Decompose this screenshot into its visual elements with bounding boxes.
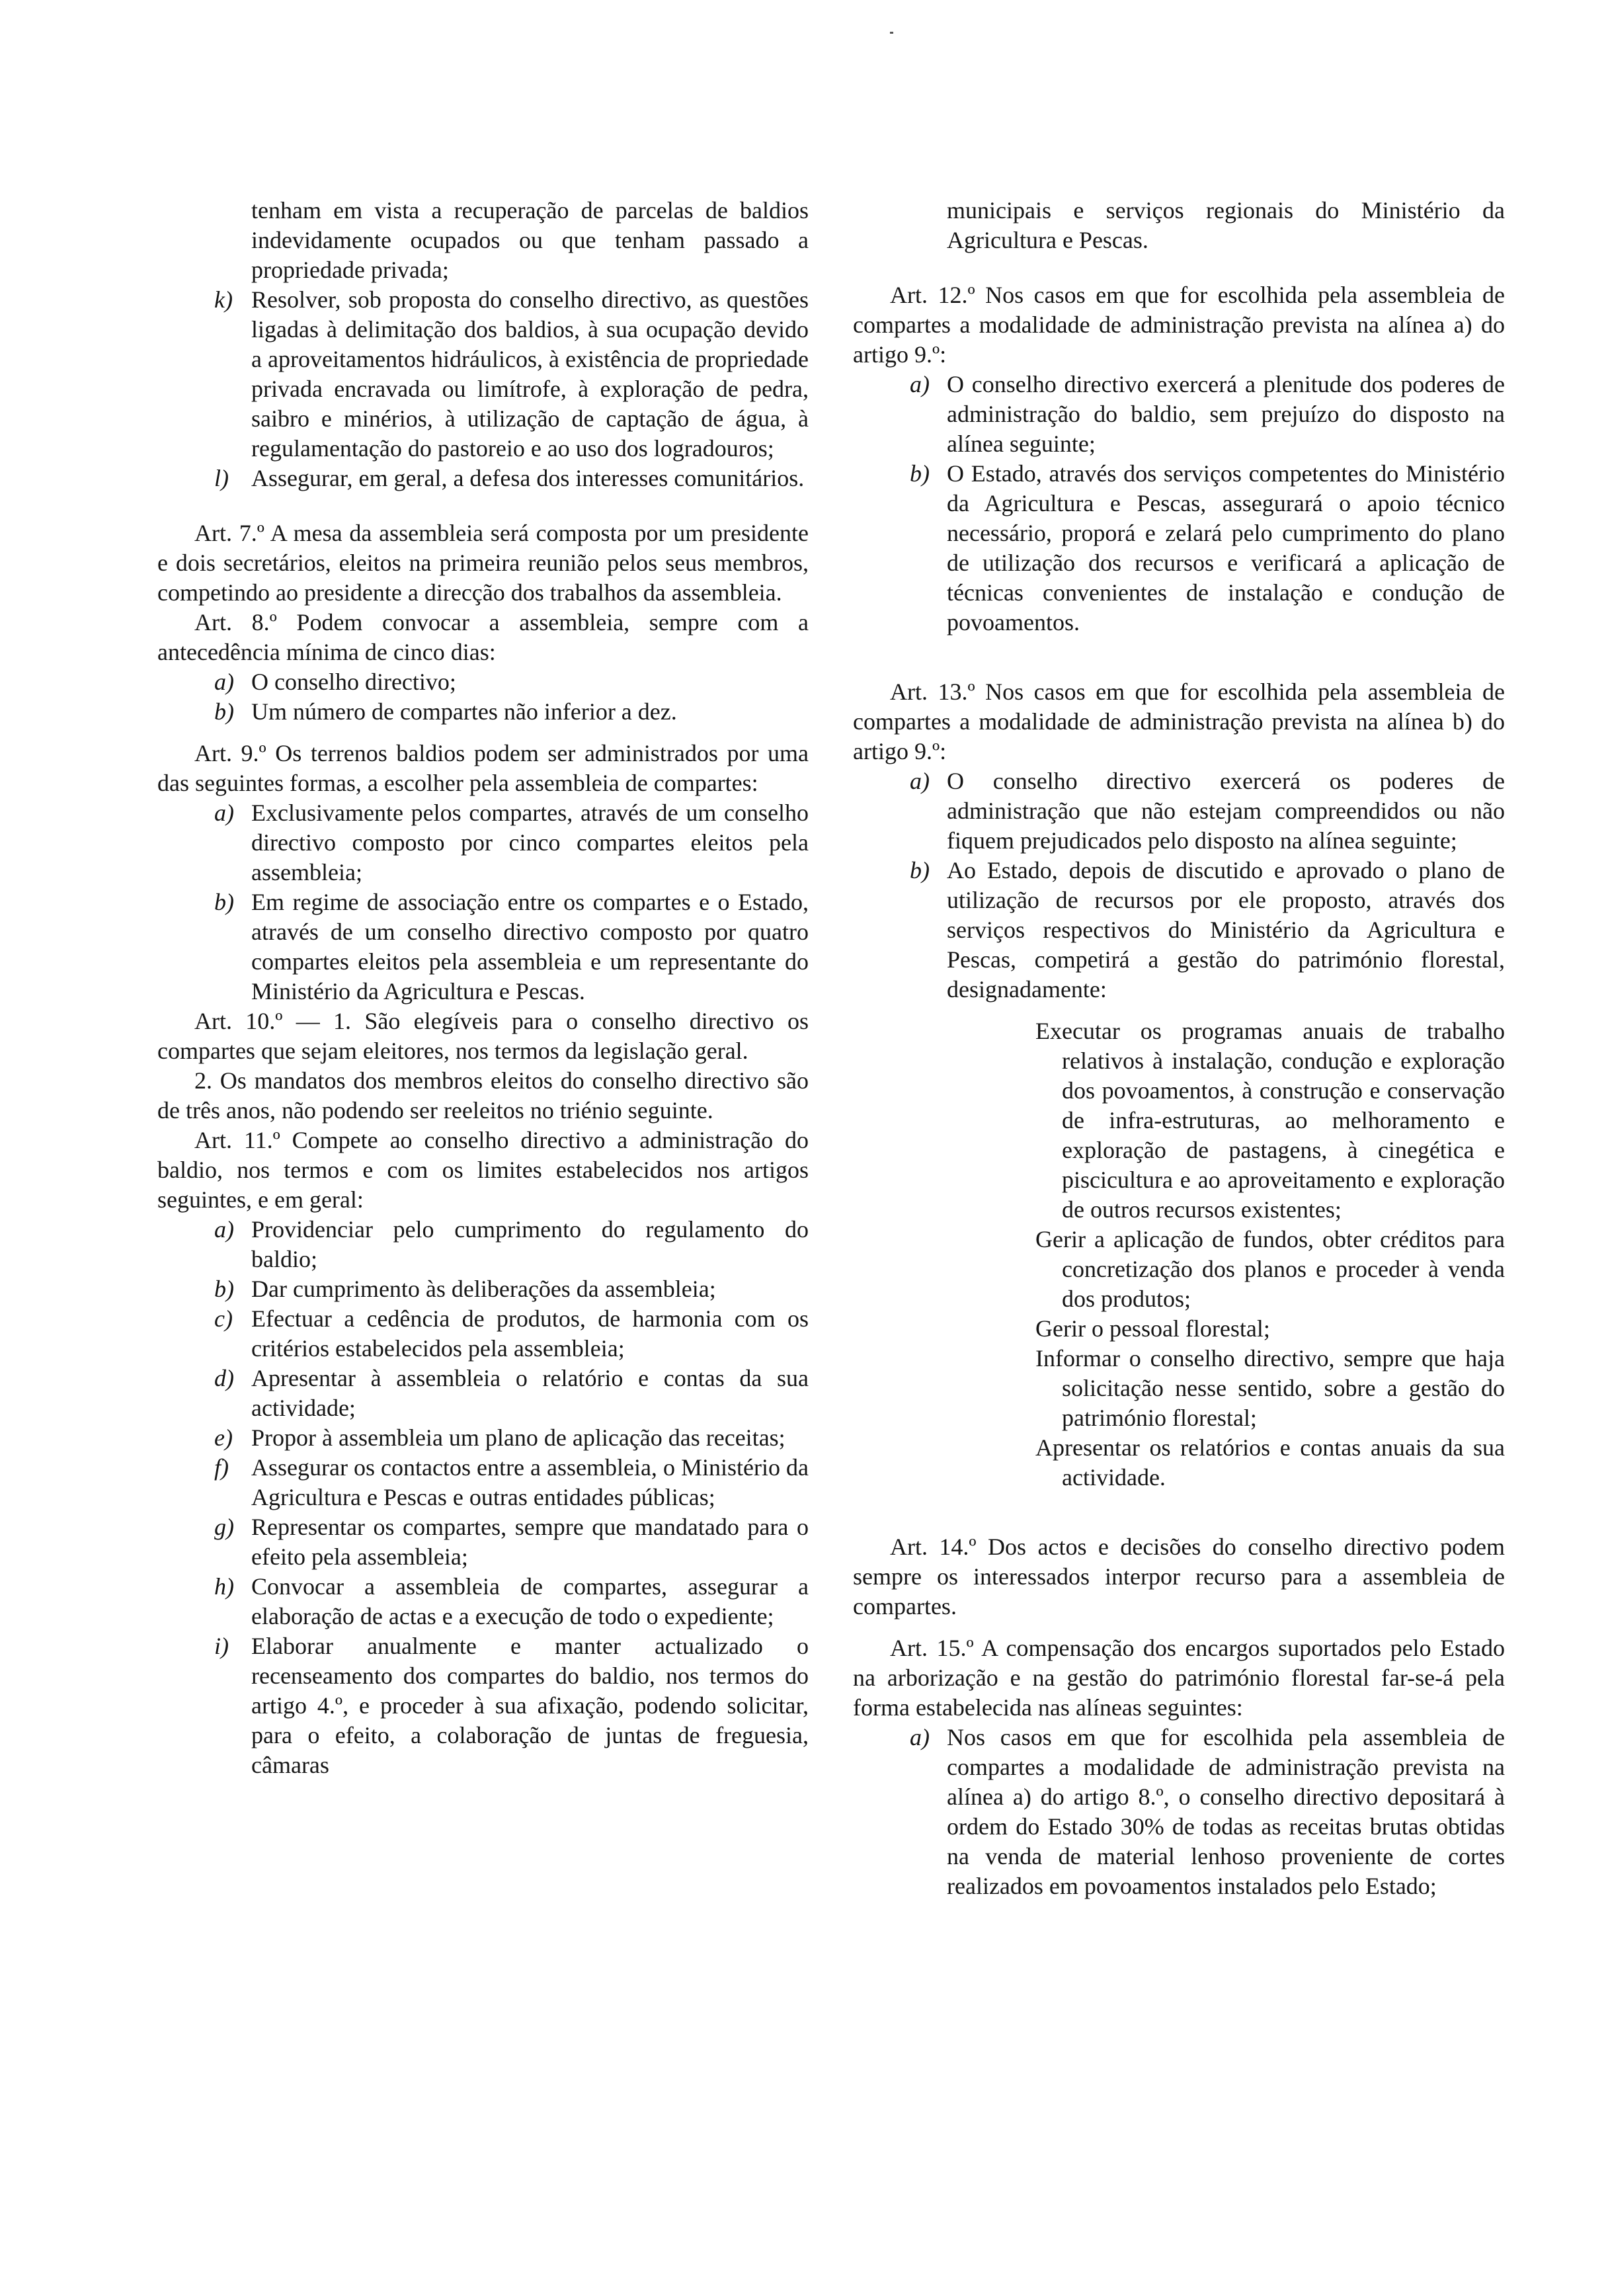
article-10-paragraph-2: 2. Os mandatos dos membros eleitos do conselho directivo são de três anos, não podendo ser reeleitos no triénio seguinte.	[157, 1067, 809, 1124]
list-item	[157, 285, 809, 464]
article-9: Art. 9.º Os terrenos baldios podem ser administrados por uma das seguintes formas, a escolher pela assembleia de compartes:	[157, 740, 809, 796]
item-text: O Estado, através dos serviços competentes do Ministério da Agricultura e Pescas, assegurará o apoio técnico necessário, proporá e zelará pelo cumprimento do plano de utilização dos recursos e verificará a aplicação de técnicas convenientes de instalação e condução de povoamentos.	[947, 460, 1505, 636]
item-text: O conselho directivo exercerá a plenitude dos poderes de administração do baldio, sem prejuízo do disposto na alínea seguinte;	[947, 371, 1505, 457]
item-marker: i)	[214, 1633, 229, 1659]
article-14: Art. 14.º Dos actos e decisões do conselho directivo podem sempre os interessados interpor recurso para a assembleia de compartes.	[853, 1534, 1505, 1620]
list-item	[853, 370, 1505, 459]
list-item	[157, 667, 809, 697]
item-marker: a)	[910, 371, 930, 397]
item-text: Nos casos em que for escolhida pela assembleia de compartes a modalidade de administração prevista na alínea a) do artigo 8.º, o conselho directivo depositará à ordem do Estado 30% de todas as receitas brutas obtidas na venda de material lenhoso proveniente de cortes realizados em povoamentos instalados pelo Estado;	[947, 1724, 1505, 1899]
item-text: Convocar a assembleia de compartes, assegurar a elaboração de actas e a execução de todo o expediente;	[251, 1573, 809, 1629]
article-13: Art. 13.º Nos casos em que for escolhida pela assembleia de compartes a modalidade de administração prevista na alínea b) do artigo 9.º:	[853, 678, 1505, 764]
item-text: Representar os compartes, sempre que mandatado para o efeito pela assembleia;	[251, 1514, 809, 1570]
item-text: Ao Estado, depois de discutido e aprovado o plano de utilização de recursos por ele proposto, através dos serviços respectivos do Ministério da Agricultura e Pescas, competirá a gestão do património florestal, designadamente:	[947, 857, 1505, 1003]
item-text: O conselho directivo exercerá os poderes de administração que não estejam compreendidos ou não fiquem prejudicados pelo disposto na alínea seguinte;	[947, 768, 1505, 854]
item-marker: b)	[214, 889, 234, 915]
item-marker: g)	[214, 1514, 234, 1540]
item-marker: b)	[214, 1276, 234, 1302]
article-10-paragraph-1: Art. 10.º — 1. São elegíveis para o conselho directivo os compartes que sejam eleitores, nos termos da legislação geral.	[157, 1008, 809, 1064]
list-item	[157, 1364, 809, 1423]
item-marker: a)	[214, 1216, 234, 1243]
list-item	[157, 1215, 809, 1274]
sub-item: Informar o conselho directivo, sempre que haja solicitação nesse sentido, sobre a gestão do património florestal;	[1035, 1345, 1505, 1431]
list-item	[157, 887, 809, 1006]
item-text: Providenciar pelo cumprimento do regulamento do baldio;	[251, 1216, 809, 1272]
list-item	[157, 1304, 809, 1364]
item-marker: b)	[910, 857, 930, 883]
item-marker: b)	[214, 698, 234, 725]
page-speck	[890, 32, 893, 34]
item-text: Elaborar anualmente e manter actualizado o recenseamento dos compartes do baldio, nos termos do artigo 4.º, e proceder à sua afixação, podendo solicitar, para o efeito, a colaboração de juntas de freguesia, câmaras	[251, 1633, 809, 1778]
list-item	[853, 856, 1505, 1004]
item-text: Em regime de associação entre os compartes e o Estado, através de um conselho directivo composto por quatro compartes eleitos pela assembleia e um representante do Ministério da Agricultura e Pescas.	[251, 889, 809, 1004]
item-text: Efectuar a cedência de produtos, de harmonia com os critérios estabelecidos pela assembleia;	[251, 1305, 809, 1362]
item-text: Um número de compartes não inferior a dez.	[251, 698, 677, 725]
item-marker: f)	[214, 1454, 229, 1481]
item-marker: h)	[214, 1573, 234, 1600]
item-marker: c)	[214, 1305, 233, 1332]
article-15: Art. 15.º A compensação dos encargos suportados pelo Estado na arborização e na gestão do património florestal far-se-á pela forma estabelecida nas alíneas seguintes:	[853, 1635, 1505, 1721]
item-marker: k)	[214, 286, 233, 313]
item-marker: a)	[910, 1724, 930, 1750]
item-marker: a)	[214, 669, 234, 695]
item-marker: a)	[214, 800, 234, 826]
item-text: Propor à assembleia um plano de aplicação das receitas;	[251, 1424, 785, 1451]
item-text: Exclusivamente pelos compartes, através de um conselho directivo composto por cinco compartes eleitos pela assembleia;	[251, 800, 809, 885]
item-marker: l)	[214, 465, 229, 491]
item-marker: b)	[910, 460, 930, 487]
item-text: Apresentar à assembleia o relatório e contas da sua actividade;	[251, 1365, 809, 1421]
item-text: Assegurar os contactos entre a assembleia, o Ministério da Agricultura e Pescas e outras entidades públicas;	[251, 1454, 809, 1510]
right-column	[853, 196, 1505, 1901]
list-item	[157, 1572, 809, 1631]
sub-item: Apresentar os relatórios e contas anuais da sua actividade.	[1035, 1434, 1505, 1491]
list-item	[853, 1723, 1505, 1901]
item-marker: a)	[910, 768, 930, 794]
left-column	[157, 196, 809, 1780]
list-item	[157, 1631, 809, 1780]
list-item	[157, 1423, 809, 1453]
list-item	[853, 766, 1505, 856]
item-text: tenham em vista a recuperação de parcelas de baldios indevidamente ocupados ou que tenham passado a propriedade privada;	[251, 197, 809, 283]
list-item	[157, 464, 809, 493]
list-item	[157, 1274, 809, 1304]
sub-item: Executar os programas anuais de trabalho relativos à instalação, condução e exploração dos povoamentos, à construção e conservação de infra-estruturas, ao melhoramento e exploração de pastagens, à cinegética e piscicultura e ao aproveitamento e exploração de outros recursos existentes;	[1035, 1018, 1505, 1223]
item-text: Resolver, sob proposta do conselho directivo, as questões ligadas à delimitação dos baldios, à sua ocupação devido a aproveitamentos hidráulicos, à existência de propriedade privada encravada ou limítrofe, à exploração de pedra, saibro e minérios, à utilização de captação de água, à regulamentação do pastoreio e ao uso dos logradouros;	[251, 286, 809, 462]
list-item	[157, 697, 809, 727]
sub-item: Gerir a aplicação de fundos, obter créditos para concretização dos planos e proceder à venda dos produtos;	[1035, 1226, 1505, 1312]
list-item	[157, 798, 809, 887]
list-item	[853, 196, 1505, 255]
article-11: Art. 11.º Compete ao conselho directivo a administração do baldio, nos termos e com os limites estabelecidos nos artigos seguintes, e em geral:	[157, 1127, 809, 1213]
item-text: O conselho directivo;	[251, 669, 456, 695]
list-item	[157, 1453, 809, 1512]
list-item	[157, 196, 809, 285]
sub-item: Gerir o pessoal florestal;	[1035, 1315, 1270, 1342]
item-marker: d)	[214, 1365, 234, 1391]
item-marker: e)	[214, 1424, 233, 1451]
item-text: Assegurar, em geral, a defesa dos interesses comunitários.	[251, 465, 805, 491]
article-8: Art. 8.º Podem convocar a assembleia, sempre com a antecedência mínima de cinco dias:	[157, 609, 809, 665]
article-12: Art. 12.º Nos casos em que for escolhida pela assembleia de compartes a modalidade de administração prevista na alínea a) do artigo 9.º:	[853, 282, 1505, 368]
list-item	[853, 459, 1505, 637]
list-item	[157, 1512, 809, 1572]
item-text: Dar cumprimento às deliberações da assembleia;	[251, 1276, 716, 1302]
item-text: municipais e serviços regionais do Ministério da Agricultura e Pescas.	[947, 197, 1505, 253]
article-7: Art. 7.º A mesa da assembleia será composta por um presidente e dois secretários, eleitos na primeira reunião pelos seus membros, competindo ao presidente a direcção dos trabalhos da assembleia.	[157, 520, 809, 606]
